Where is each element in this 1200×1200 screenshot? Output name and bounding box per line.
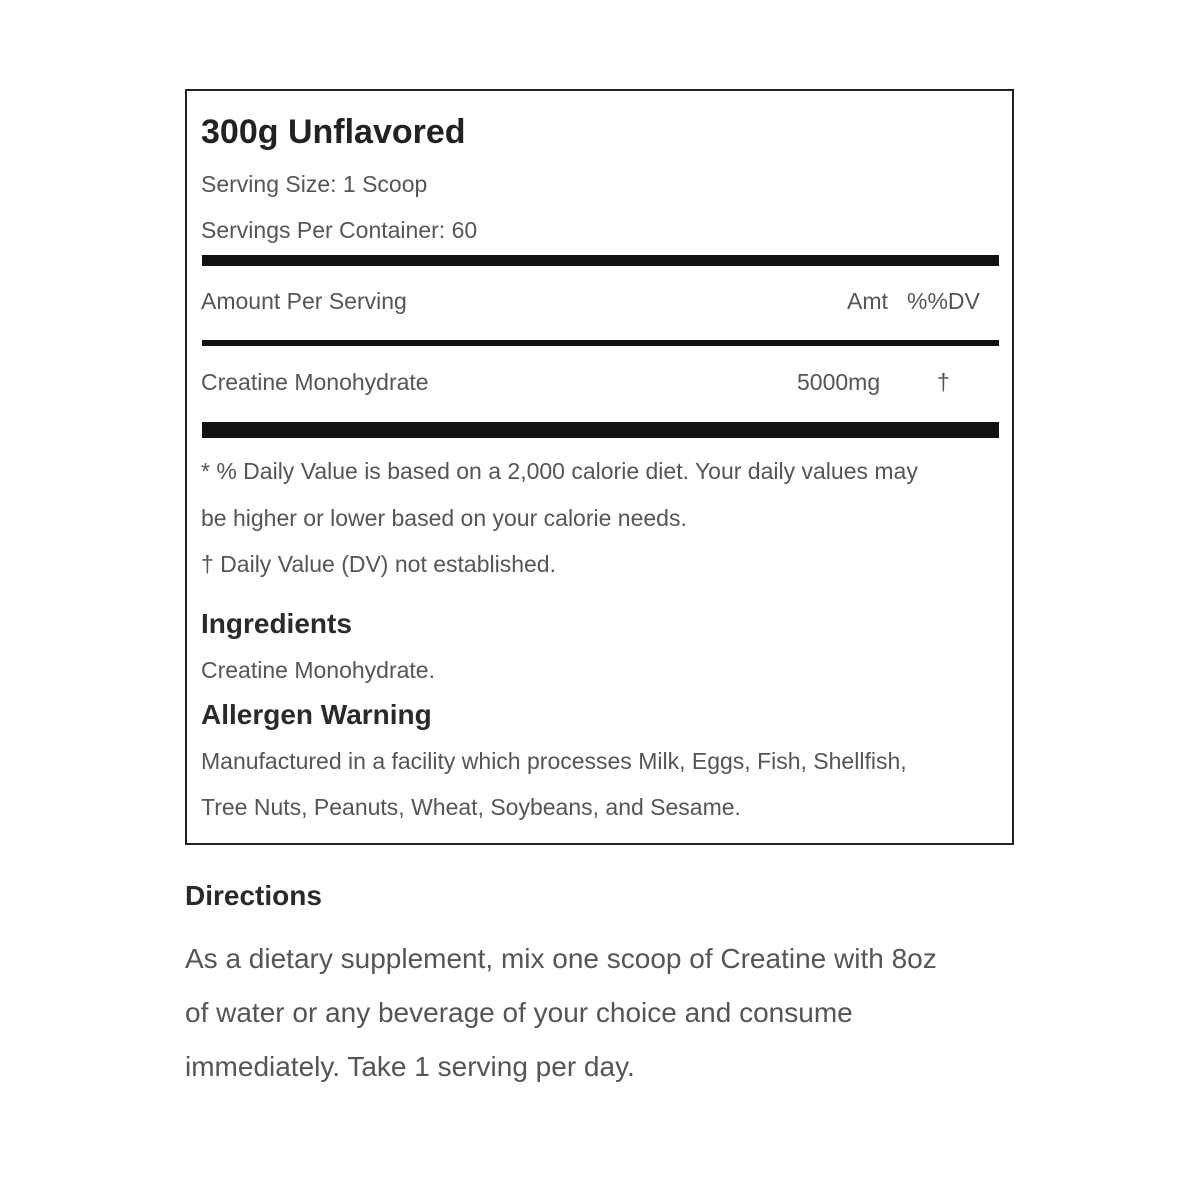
- allergen-text-line2: Tree Nuts, Peanuts, Wheat, Soybeans, and Sesame.: [201, 794, 741, 820]
- servings-per-container: Servings Per Container: 60: [201, 217, 478, 243]
- nutrient-name: Creatine Monohydrate: [201, 369, 429, 395]
- amount-column-header: Amt: [847, 288, 888, 314]
- daily-value-column-header: %%DV: [907, 288, 980, 314]
- medium-divider: [202, 340, 999, 346]
- ingredients-heading: Ingredients: [201, 608, 352, 639]
- dagger-footnote: † Daily Value (DV) not established.: [201, 551, 556, 577]
- nutrient-amount: 5000mg: [797, 369, 881, 395]
- directions-text-line3: immediately. Take 1 serving per day.: [185, 1051, 635, 1082]
- supplement-facts-panel: [185, 89, 1014, 845]
- product-title: 300g Unflavored: [201, 113, 466, 151]
- daily-value-footnote-cont: be higher or lower based on your calorie needs.: [201, 505, 687, 531]
- thick-divider: [202, 255, 999, 266]
- directions-heading: Directions: [185, 880, 322, 911]
- directions-text-line1: As a dietary supplement, mix one scoop of Creatine with 8oz: [185, 943, 937, 974]
- directions-text-line2: of water or any beverage of your choice and consume: [185, 997, 853, 1028]
- allergen-text-line1: Manufactured in a facility which processes Milk, Eggs, Fish, Shellfish,: [201, 748, 907, 774]
- daily-value-footnote: * % Daily Value is based on a 2,000 calorie diet. Your daily values may: [201, 458, 918, 484]
- ingredients-text: Creatine Monohydrate.: [201, 657, 435, 683]
- allergen-heading: Allergen Warning: [201, 699, 432, 730]
- nutrient-daily-value: †: [937, 369, 950, 395]
- amount-per-serving-label: Amount Per Serving: [201, 288, 407, 314]
- serving-size: Serving Size: 1 Scoop: [201, 171, 428, 197]
- thick-divider-bottom: [202, 422, 999, 438]
